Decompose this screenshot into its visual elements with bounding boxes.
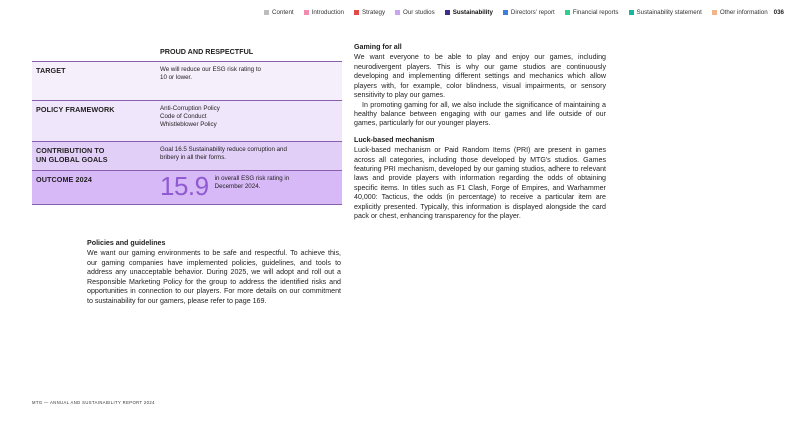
policy-value: Anti-Corruption Policy Code of Conduct Whistleblower Policy [160,105,220,129]
nav-swatch-icon [445,10,450,15]
table-header-row [32,44,342,62]
goals-value: Goal 16.5 Sustainability reduce corruption and bribery in all their forms. [160,146,287,162]
outcome-label: OUTCOME 2024 [36,175,92,185]
goals-label: CONTRIBUTION TO UN GLOBAL GOALS [36,146,108,165]
nav-swatch-icon [629,10,634,15]
nav-swatch-icon [354,10,359,15]
nav-swatch-icon [503,10,508,15]
nav-item-other-information[interactable]: Other information [712,9,768,16]
goals-row [32,141,342,170]
nav-item-sustainability[interactable]: Sustainability [445,9,493,16]
target-table [32,44,342,205]
target-row [32,62,342,100]
page-number: 036 [773,9,784,16]
gaming-heading: Gaming for all [354,43,402,51]
policies-section [87,239,341,306]
outcome-description: in overall ESG risk rating in December 2024. [214,175,290,191]
nav-item-content[interactable]: Content [264,9,294,16]
nav-swatch-icon [395,10,400,15]
policies-body: We want our gaming environments to be safe and respectful. To achieve this, our gaming companies have implemented policies, guidelines, and tools to address any unacceptable behavior. During 2025, we will adopt and roll out a Responsible Marketing Policy for the group to address the identified risks and opportunities in connection to our players. For more details on our commitment to sustainability for our gamers, please refer to page 169. [87,249,341,305]
gaming-paragraph-1: We want everyone to be able to play and enjoy our games, including neurodivergent players. This is why our game studios are continuously developing and implementing different settings and mechanics which allow players with, for example, color blindness, visual impairments, or sensory sensitivity to play our games. [354,53,606,100]
policy-label: POLICY FRAMEWORK [36,105,115,115]
page-footer: MTG — ANNUAL AND SUSTAINABILITY REPORT 2024 [32,400,155,405]
nav-item-introduction[interactable]: Introduction [304,9,344,16]
nav-item-financial-reports[interactable]: Financial reports [565,9,619,16]
nav-swatch-icon [712,10,717,15]
nav-swatch-icon [264,10,269,15]
luck-body: Luck-based mechanism or Paid Random Items (PRI) are present in games across all categories, including those developed by MTG's studios. Games featuring PRI mechanism, developed by our gaming studios, adhere to relevant laws and provide players with information regarding the odds of obtaining specific items. In titles such as F1 Clash, Forge of Empires, and Warhammer 40,000: Tacticus, the odds (in percentage) to receive a particular item are explicitly presented. Typically, this information is displayed alongside the card pack or chest, enhancing transparency for the player. [354,146,606,221]
target-value: We will reduce our ESG risk rating to 10 or lower. [160,66,261,82]
nav-item-our-studios[interactable]: Our studios [395,9,435,16]
policy-row [32,100,342,141]
outcome-big-number: 15.9 [160,171,209,202]
nav-swatch-icon [565,10,570,15]
nav-item-strategy[interactable]: Strategy [354,9,385,16]
nav-item-sustainability-statement[interactable]: Sustainability statement [629,9,702,16]
gaming-paragraph-2: In promoting gaming for all, we also include the significance of maintaining a healthy balance between engaging with our games and life outside of our games, particularly for our younger players. [354,100,606,128]
nav-swatch-icon [304,10,309,15]
luck-heading: Luck-based mechanism [354,135,435,144]
table-header: PROUD AND RESPECTFUL [160,47,254,56]
outcome-value [156,171,342,204]
nav-item-directors-report[interactable]: Directors' report [503,9,555,16]
section-nav [264,9,784,16]
policies-heading: Policies and guidelines [87,239,166,247]
right-column [354,43,606,222]
outcome-row [32,170,342,205]
target-label: TARGET [36,66,66,76]
